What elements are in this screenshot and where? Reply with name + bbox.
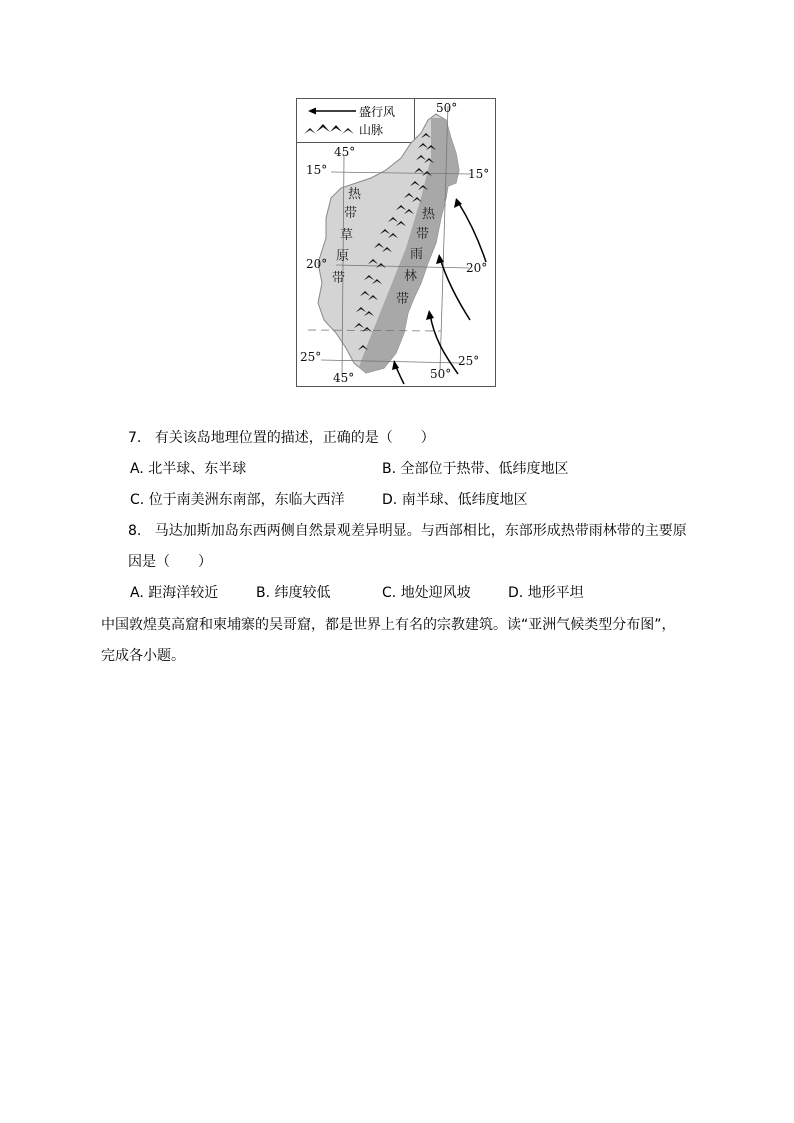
question-8-number: 8. [128, 523, 142, 539]
q8-option-c[interactable]: C. 地处迎风坡 [382, 585, 471, 601]
lon50-bottom-label: 50° [430, 367, 452, 381]
savanna-char-3: 草 [340, 228, 354, 243]
question-8 [128, 521, 687, 541]
question-8-text-line2: 因是（ ） [128, 554, 212, 570]
savanna-char-4: 原 [336, 249, 350, 264]
q7-option-b[interactable]: B. 全部位于热带、低纬度地区 [382, 461, 569, 477]
lat25-right-label: 25° [458, 354, 480, 368]
passage-line-2: 完成各小题。 [101, 648, 185, 664]
madagascar-map [296, 98, 496, 387]
q7-option-a[interactable]: A. 北半球、东半球 [130, 461, 247, 477]
question-8-continued [128, 552, 212, 572]
legend-mountain-label: 山脉 [359, 123, 384, 137]
q8-option-b[interactable]: B. 纬度较低 [256, 585, 331, 601]
rainforest-char-2: 带 [416, 227, 430, 242]
rainforest-char-1: 热 [422, 207, 436, 222]
savanna-char-5: 带 [332, 271, 346, 286]
q8-option-d[interactable]: D. 地形平坦 [508, 585, 584, 601]
q7-option-d[interactable]: D. 南半球、低纬度地区 [382, 492, 528, 508]
question-7-text: 有关该岛地理位置的描述，正确的是（ ） [154, 430, 435, 446]
lat15-left-label: 15° [306, 163, 328, 177]
lat15-right-label: 15° [468, 167, 490, 181]
question-7-number: 7. [128, 430, 142, 446]
rainforest-char-3: 雨 [410, 247, 424, 262]
lon45-top-label: 45° [334, 145, 356, 159]
passage-line-1: 中国敦煌莫高窟和柬埔寨的吴哥窟，都是世界上有名的宗教建筑。读“亚洲气候类型分布图”， [101, 617, 676, 633]
lon50-top-label: 50° [436, 101, 458, 115]
question-7 [128, 428, 435, 448]
savanna-char-1: 热 [348, 187, 362, 202]
lat25-left-label: 25° [300, 350, 322, 364]
lat20-right-label: 20° [466, 261, 488, 275]
savanna-char-2: 带 [344, 206, 358, 221]
legend-wind-label: 盛行风 [359, 105, 396, 119]
rainforest-char-4: 林 [404, 269, 418, 284]
rainforest-char-5: 带 [396, 292, 410, 307]
question-8-text-line1: 马达加斯加岛东西两侧自然景观差异明显。与西部相比，东部形成热带雨林带的主要原 [154, 523, 687, 539]
q7-option-c[interactable]: C. 位于南美洲东南部，东临大西洋 [130, 492, 345, 508]
lon45-bottom-label: 45° [333, 371, 355, 385]
lat20-left-label: 20° [306, 257, 328, 271]
q8-option-a[interactable]: A. 距海洋较近 [130, 585, 219, 601]
